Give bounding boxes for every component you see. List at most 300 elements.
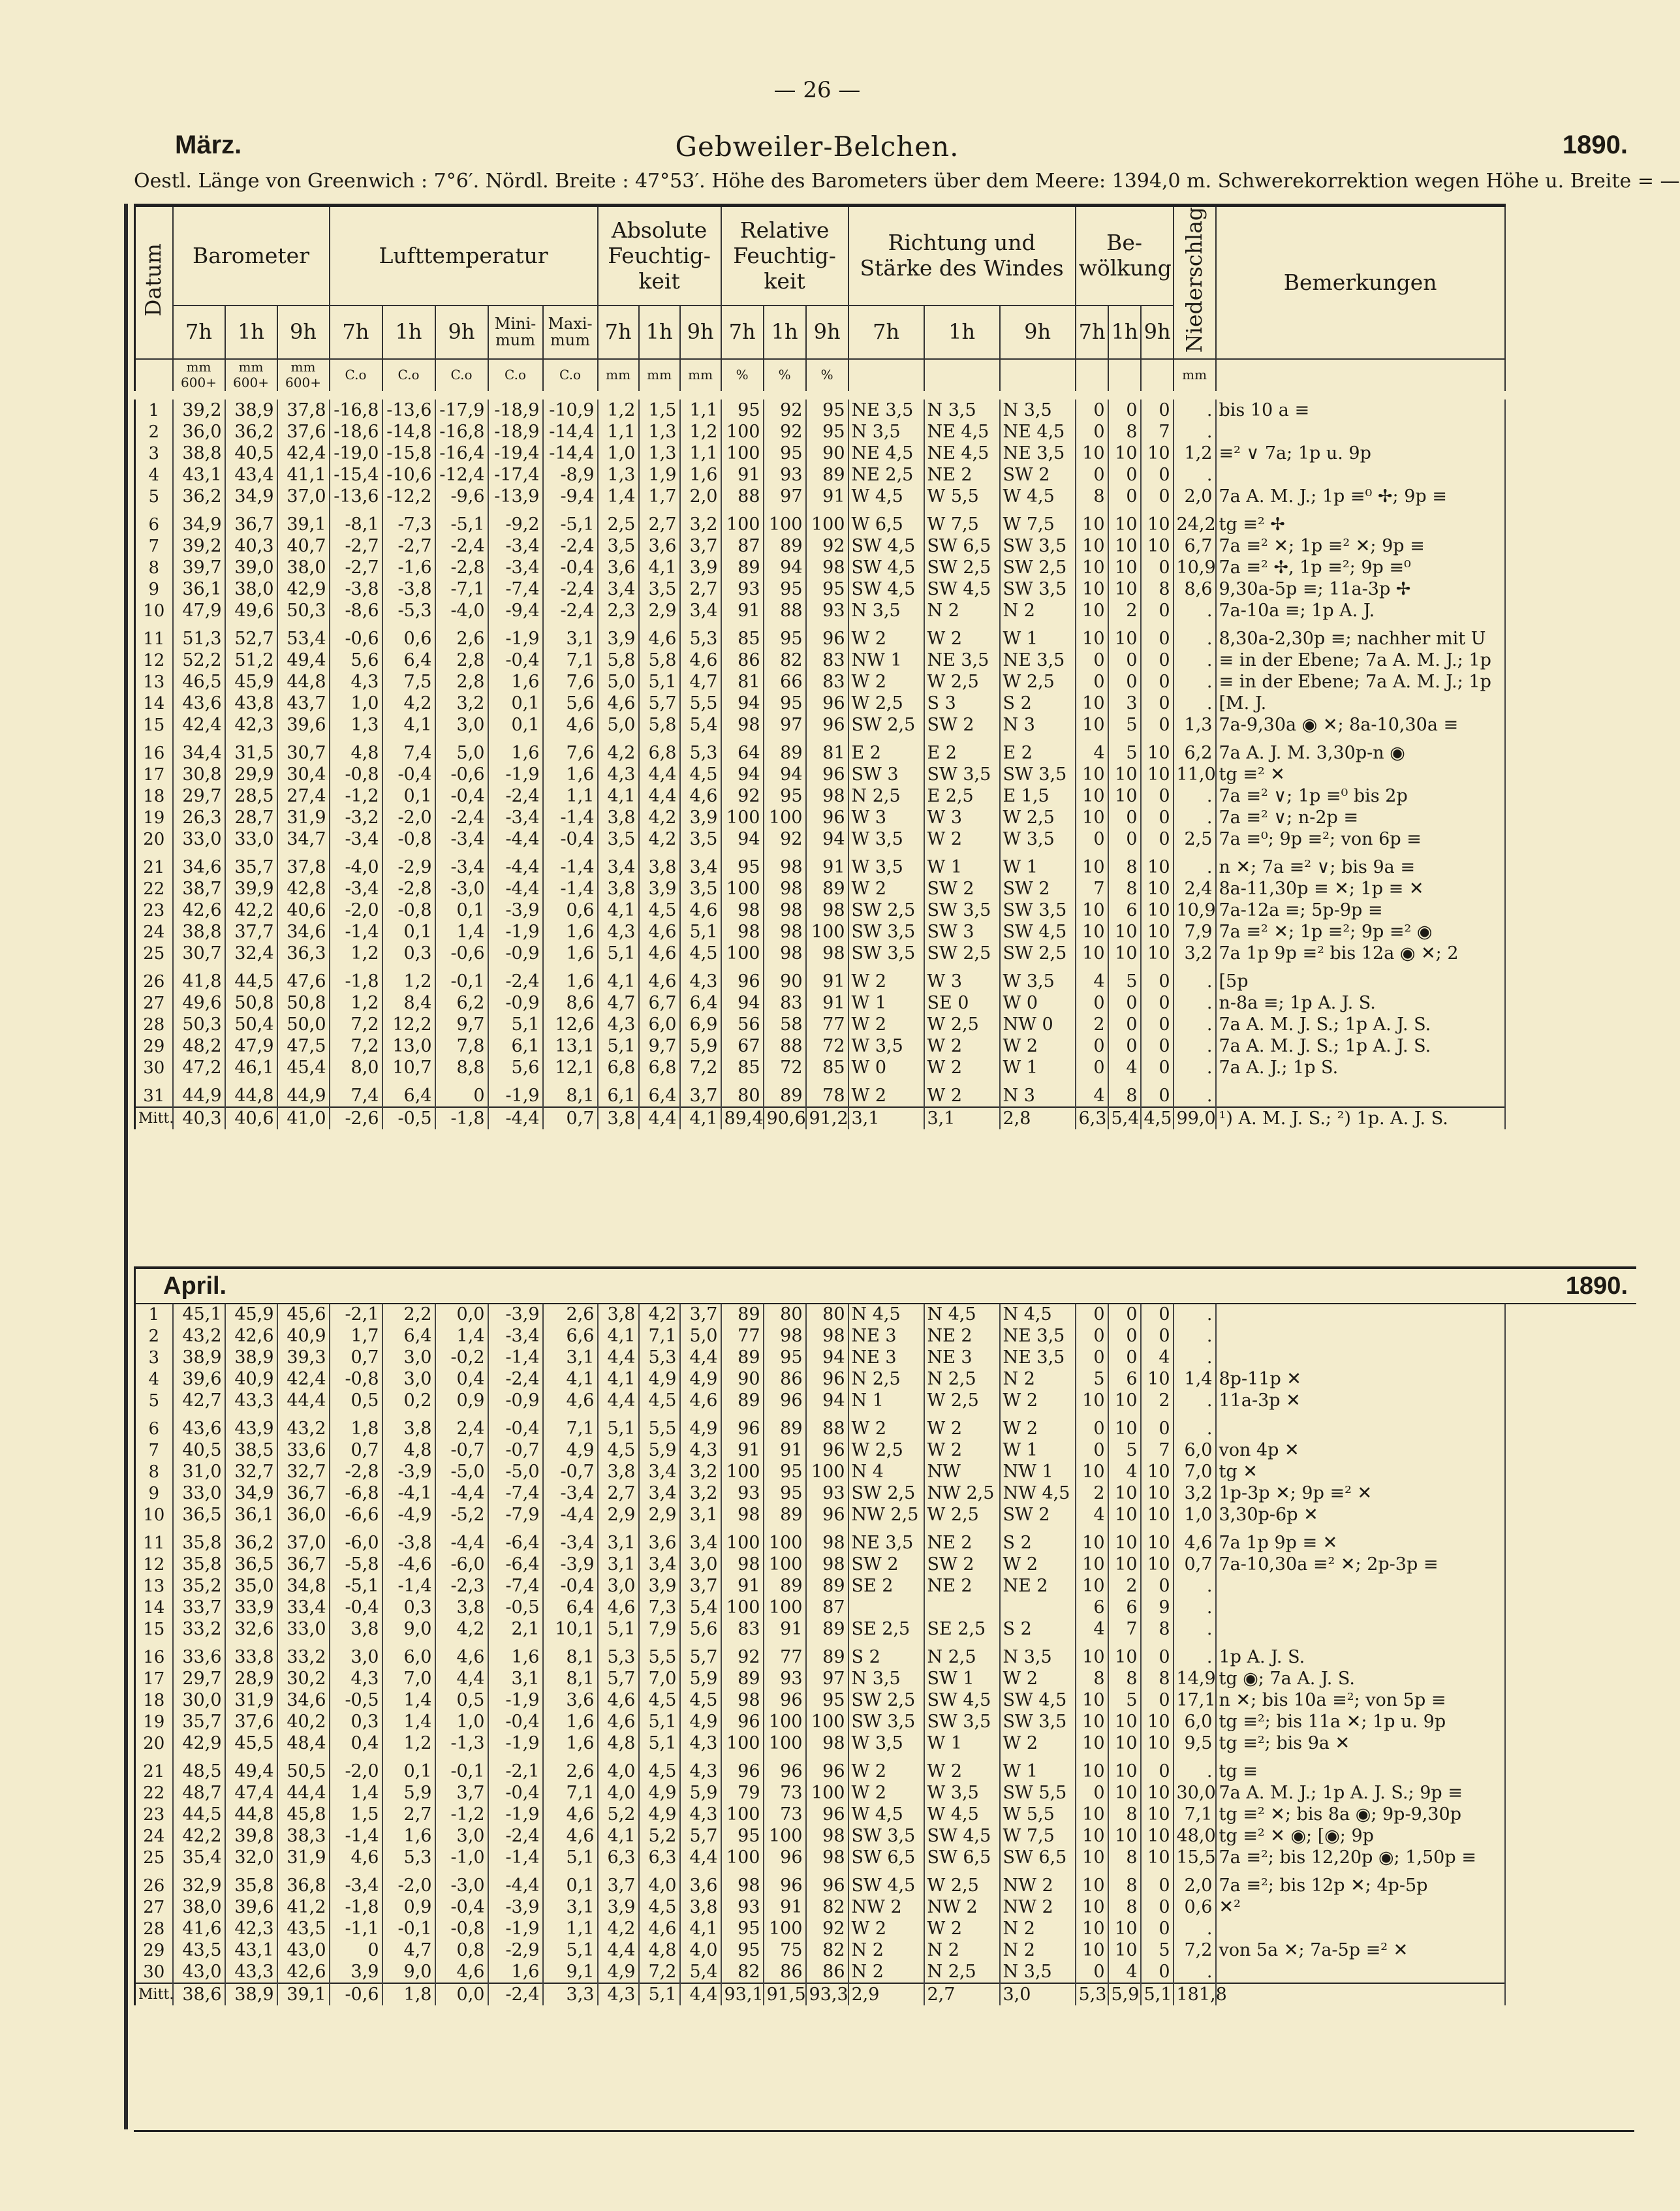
table-row <box>135 621 1505 650</box>
cell-wind-7h: W 6,5 <box>848 507 924 535</box>
cell-rel-1h: 93 <box>764 464 806 486</box>
cell-cloud-7h: 10 <box>1076 714 1108 736</box>
cell-temp-7h: -5,8 <box>330 1554 382 1575</box>
cell-rel-1h: 96 <box>764 1689 806 1711</box>
cell-wind-1h: SW 4,5 <box>924 1825 1000 1847</box>
cell-cloud-7h: 6,3 <box>1076 1107 1108 1129</box>
table-row <box>135 1868 1505 1896</box>
cell-baro-7h: 36,5 <box>173 1504 225 1526</box>
cell-wind-1h: SW 2,5 <box>924 557 1000 578</box>
cell-temp-7h: -1,4 <box>330 921 382 943</box>
cell-baro-7h: 51,3 <box>173 621 225 650</box>
cell-cloud-7h: 10 <box>1076 507 1108 535</box>
cell-temp-1h: 5,9 <box>382 1782 435 1804</box>
cell-bemerkungen: 7a ≡² ✕; 1p ≡² ✕; 9p ≡ <box>1216 535 1505 557</box>
table-row <box>135 1057 1505 1078</box>
cell-cloud-9h: 0 <box>1141 1918 1174 1939</box>
cell-wind-9h: W 1 <box>1000 1057 1076 1078</box>
cell-abs-1h: 4,8 <box>639 1939 680 1961</box>
cell-temp-7h: -0,6 <box>330 1983 382 2005</box>
cell-baro-1h: 35,8 <box>225 1868 277 1896</box>
cell-cloud-9h: 10 <box>1141 878 1174 900</box>
table-row <box>135 878 1505 900</box>
table-row <box>135 785 1505 807</box>
table-row <box>135 400 1505 421</box>
cell-temp-7h: 0,4 <box>330 1733 382 1754</box>
cell-datum: 10 <box>135 600 173 621</box>
cell-temp-max: 3,1 <box>543 1347 598 1368</box>
cell-cloud-7h: 10 <box>1076 578 1108 600</box>
cell-temp-9h: 3,8 <box>435 1597 488 1618</box>
cell-rel-9h: 98 <box>806 1554 848 1575</box>
cell-wind-9h: W 2,5 <box>1000 671 1076 693</box>
cell-temp-9h: 2,6 <box>435 621 488 650</box>
cell-rel-1h: 97 <box>764 714 806 736</box>
cell-cloud-7h: 10 <box>1076 764 1108 785</box>
cell-rel-7h: 94 <box>721 693 764 714</box>
cell-rel-1h: 95 <box>764 693 806 714</box>
cell-baro-1h: 33,8 <box>225 1640 277 1668</box>
cell-wind-7h: W 3 <box>848 807 924 828</box>
cell-bemerkungen: von 5a ✕; 7a-5p ≡² ✕ <box>1216 1939 1505 1961</box>
cell-wind-9h: NE 3,5 <box>1000 1347 1076 1368</box>
cell-rel-7h: 100 <box>721 507 764 535</box>
cell-bemerkungen: 7a A. M. J. S.; 1p A. J. S. <box>1216 1035 1505 1057</box>
cell-temp-max: 6,4 <box>543 1597 598 1618</box>
cell-cloud-9h: 0 <box>1141 992 1174 1014</box>
cell-abs-7h: 1,1 <box>598 421 639 443</box>
cell-cloud-1h: 8 <box>1108 1847 1141 1868</box>
cell-cloud-7h: 10 <box>1076 1868 1108 1896</box>
cell-rel-9h: 100 <box>806 1711 848 1733</box>
cell-temp-9h: -1,8 <box>435 1107 488 1129</box>
cell-abs-1h: 4,2 <box>639 828 680 850</box>
cell-abs-9h: 5,5 <box>680 693 721 714</box>
cell-niederschlag: 7,1 <box>1174 1804 1216 1825</box>
cell-wind-7h: N 3,5 <box>848 421 924 443</box>
table-row <box>135 1461 1505 1482</box>
cell-abs-7h: 4,1 <box>598 1825 639 1847</box>
cell-wind-1h: SW 4,5 <box>924 578 1000 600</box>
cell-bemerkungen: 7a 1p 9p ≡ ✕ <box>1216 1526 1505 1554</box>
cell-datum: 19 <box>135 1711 173 1733</box>
cell-temp-max: 4,1 <box>543 1368 598 1390</box>
cell-niederschlag: . <box>1174 464 1216 486</box>
cell-temp-7h: 4,3 <box>330 1668 382 1689</box>
cell-niederschlag: 99,0 <box>1174 1107 1216 1129</box>
cell-wind-9h: SW 3,5 <box>1000 1711 1076 1733</box>
cell-abs-1h: 5,5 <box>639 1411 680 1439</box>
cell-cloud-9h: 0 <box>1141 1057 1174 1078</box>
cell-wind-7h: S 2 <box>848 1640 924 1668</box>
cell-baro-1h: 36,2 <box>225 421 277 443</box>
cell-wind-7h: N 2 <box>848 1939 924 1961</box>
cell-baro-1h: 28,9 <box>225 1668 277 1689</box>
cell-niederschlag: . <box>1174 1390 1216 1411</box>
cell-rel-9h: 91 <box>806 486 848 507</box>
cell-cloud-7h: 8 <box>1076 486 1108 507</box>
cell-temp-7h: -3,4 <box>330 878 382 900</box>
cell-temp-1h: 0,3 <box>382 943 435 964</box>
cell-temp-max: 1,6 <box>543 921 598 943</box>
cell-niederschlag: 10,9 <box>1174 900 1216 921</box>
cell-baro-1h: 28,7 <box>225 807 277 828</box>
cell-datum: 15 <box>135 1618 173 1640</box>
cell-wind-7h: NW 1 <box>848 650 924 671</box>
cell-niederschlag: 3,2 <box>1174 1482 1216 1504</box>
cell-temp-7h: 7,2 <box>330 1035 382 1057</box>
cell-rel-9h: 91,2 <box>806 1107 848 1129</box>
cell-temp-min: -2,4 <box>488 1983 543 2005</box>
cell-wind-7h: W 4,5 <box>848 1804 924 1825</box>
cell-rel-1h: 95 <box>764 443 806 464</box>
cell-wind-9h: SW 2 <box>1000 878 1076 900</box>
cell-cloud-7h: 0 <box>1076 671 1108 693</box>
cell-cloud-1h: 0 <box>1108 671 1141 693</box>
cell-wind-1h: W 2 <box>924 1918 1000 1939</box>
cell-niederschlag: 11,0 <box>1174 764 1216 785</box>
cell-bemerkungen: n-8a ≡; 1p A. J. S. <box>1216 992 1505 1014</box>
cell-abs-1h: 1,9 <box>639 464 680 486</box>
cell-temp-min: -0,9 <box>488 1390 543 1411</box>
cell-baro-1h: 45,9 <box>225 671 277 693</box>
cell-temp-9h: 0,4 <box>435 1368 488 1390</box>
header-abs-1h: 1h <box>639 306 680 359</box>
unit-baro-1h: mm 600+ <box>225 359 277 390</box>
cell-rel-9h: 100 <box>806 507 848 535</box>
unit-abs-1h: mm <box>639 359 680 390</box>
cell-rel-7h: 100 <box>721 1461 764 1482</box>
cell-niederschlag: . <box>1174 1035 1216 1057</box>
cell-wind-7h: N 2,5 <box>848 1368 924 1390</box>
cell-cloud-7h: 10 <box>1076 1733 1108 1754</box>
cell-temp-1h: 6,4 <box>382 1325 435 1347</box>
cell-datum: 11 <box>135 621 173 650</box>
cell-temp-min: -3,4 <box>488 557 543 578</box>
cell-cloud-1h: 4 <box>1108 1461 1141 1482</box>
cell-bemerkungen: tg ≡² ✕ ◉; [◉; 9p <box>1216 1825 1505 1847</box>
cell-baro-7h: 38,8 <box>173 921 225 943</box>
cell-datum: 21 <box>135 850 173 878</box>
cell-bemerkungen: 7a A. M. J.; 1p ≡⁰ ✢; 9p ≡ <box>1216 486 1505 507</box>
cell-wind-1h: N 2,5 <box>924 1640 1000 1668</box>
cell-rel-7h: 91 <box>721 1439 764 1461</box>
cell-rel-1h: 100 <box>764 1554 806 1575</box>
table-row <box>135 1711 1505 1733</box>
cell-cloud-9h: 10 <box>1141 1526 1174 1554</box>
table-row <box>135 1733 1505 1754</box>
cell-cloud-1h: 2 <box>1108 1575 1141 1597</box>
cell-baro-7h: 42,4 <box>173 714 225 736</box>
cell-baro-7h: 38,0 <box>173 1896 225 1918</box>
cell-datum: 19 <box>135 807 173 828</box>
cell-temp-min: 0,1 <box>488 714 543 736</box>
cell-cloud-1h: 8 <box>1108 1868 1141 1896</box>
cell-baro-9h: 36,8 <box>277 1868 330 1896</box>
cell-baro-7h: 39,2 <box>173 535 225 557</box>
cell-temp-min: -1,9 <box>488 621 543 650</box>
cell-abs-1h: 3,8 <box>639 850 680 878</box>
cell-temp-7h: -2,8 <box>330 1461 382 1482</box>
cell-baro-9h: 41,0 <box>277 1107 330 1129</box>
cell-baro-7h: 35,7 <box>173 1711 225 1733</box>
cell-cloud-7h: 0 <box>1076 650 1108 671</box>
cell-baro-1h: 43,8 <box>225 693 277 714</box>
cell-baro-9h: 33,4 <box>277 1597 330 1618</box>
cell-temp-max: 0,6 <box>543 900 598 921</box>
cell-temp-max: 7,1 <box>543 1782 598 1804</box>
cell-bemerkungen: 7a ≡²; bis 12p ✕; 4p-5p <box>1216 1868 1505 1896</box>
cell-wind-9h: W 2 <box>1000 1390 1076 1411</box>
cell-cloud-7h: 7 <box>1076 878 1108 900</box>
cell-rel-7h: 94 <box>721 828 764 850</box>
cell-wind-1h: W 2,5 <box>924 1868 1000 1896</box>
cell-abs-1h: 5,9 <box>639 1439 680 1461</box>
cell-bemerkungen <box>1216 464 1505 486</box>
cell-temp-max: 4,6 <box>543 1804 598 1825</box>
cell-temp-7h: -3,4 <box>330 828 382 850</box>
cell-baro-9h: 39,1 <box>277 507 330 535</box>
cell-rel-7h: 88 <box>721 486 764 507</box>
cell-temp-9h: -9,6 <box>435 486 488 507</box>
cell-temp-9h: 2,4 <box>435 1411 488 1439</box>
cell-bemerkungen <box>1216 1304 1505 1325</box>
cell-niederschlag: 1,0 <box>1174 1504 1216 1526</box>
cell-temp-max: 8,1 <box>543 1078 598 1107</box>
cell-temp-max: -8,9 <box>543 464 598 486</box>
cell-temp-7h: -6,6 <box>330 1504 382 1526</box>
cell-wind-1h: N 2 <box>924 1939 1000 1961</box>
cell-wind-1h: N 2,5 <box>924 1368 1000 1390</box>
cell-baro-1h: 43,9 <box>225 1411 277 1439</box>
cell-baro-7h: 43,6 <box>173 1411 225 1439</box>
cell-niederschlag: 2,4 <box>1174 878 1216 900</box>
cell-rel-1h: 100 <box>764 1733 806 1754</box>
cell-wind-1h: W 3,5 <box>924 1782 1000 1804</box>
cell-bemerkungen: bis 10 a ≡ <box>1216 400 1505 421</box>
cell-datum: 5 <box>135 1390 173 1411</box>
cell-baro-7h: 38,7 <box>173 878 225 900</box>
cell-abs-9h: 5,4 <box>680 714 721 736</box>
cell-rel-1h: 82 <box>764 650 806 671</box>
cell-cloud-9h: 10 <box>1141 764 1174 785</box>
cell-baro-9h: 30,2 <box>277 1668 330 1689</box>
cell-wind-9h: NW 4,5 <box>1000 1482 1076 1504</box>
cell-abs-9h: 6,4 <box>680 992 721 1014</box>
cell-temp-7h: -3,4 <box>330 1868 382 1896</box>
cell-temp-min: -18,9 <box>488 400 543 421</box>
cell-datum: 22 <box>135 1782 173 1804</box>
cell-temp-min: 5,6 <box>488 1057 543 1078</box>
cell-cloud-9h: 10 <box>1141 1711 1174 1733</box>
cell-niederschlag: 7,9 <box>1174 921 1216 943</box>
cell-wind-7h: NE 3,5 <box>848 400 924 421</box>
cell-bemerkungen <box>1216 421 1505 443</box>
cell-temp-max: -4,4 <box>543 1504 598 1526</box>
cell-datum: 20 <box>135 1733 173 1754</box>
cell-temp-1h: 6,4 <box>382 1078 435 1107</box>
table-row <box>135 1918 1505 1939</box>
cell-baro-1h: 34,9 <box>225 486 277 507</box>
cell-niederschlag: . <box>1174 621 1216 650</box>
cell-niederschlag: . <box>1174 1014 1216 1035</box>
cell-cloud-1h: 5 <box>1108 1439 1141 1461</box>
unit-rel-7h: % <box>721 359 764 390</box>
cell-rel-7h: 67 <box>721 1035 764 1057</box>
cell-bemerkungen <box>1216 1983 1505 2005</box>
cell-wind-7h: N 2,5 <box>848 785 924 807</box>
cell-abs-7h: 5,7 <box>598 1668 639 1689</box>
cell-wind-7h: SW 3,5 <box>848 921 924 943</box>
cell-cloud-9h: 8 <box>1141 1668 1174 1689</box>
cell-baro-7h: 29,7 <box>173 1668 225 1689</box>
cell-wind-7h: E 2 <box>848 736 924 764</box>
cell-datum: 30 <box>135 1961 173 1983</box>
table-row <box>135 1526 1505 1554</box>
cell-wind-7h: NE 4,5 <box>848 443 924 464</box>
cell-rel-9h: 95 <box>806 1689 848 1711</box>
table-row <box>135 600 1505 621</box>
cell-datum: 4 <box>135 464 173 486</box>
cell-temp-max: 7,1 <box>543 1411 598 1439</box>
cell-baro-9h: 30,7 <box>277 736 330 764</box>
cell-niederschlag: 0,6 <box>1174 1896 1216 1918</box>
cell-rel-9h: 90 <box>806 443 848 464</box>
cell-baro-1h: 42,6 <box>225 1325 277 1347</box>
cell-wind-9h: E 2 <box>1000 736 1076 764</box>
cell-abs-1h: 1,3 <box>639 443 680 464</box>
cell-cloud-1h: 10 <box>1108 1754 1141 1782</box>
cell-abs-9h: 5,9 <box>680 1035 721 1057</box>
cell-datum: 9 <box>135 578 173 600</box>
cell-rel-7h: 85 <box>721 1057 764 1078</box>
cell-baro-1h: 40,9 <box>225 1368 277 1390</box>
cell-rel-1h: 96 <box>764 1868 806 1896</box>
cell-abs-7h: 2,3 <box>598 600 639 621</box>
cell-abs-7h: 4,1 <box>598 785 639 807</box>
cell-temp-7h: 0 <box>330 1939 382 1961</box>
cell-abs-1h: 3,4 <box>639 1554 680 1575</box>
cell-abs-7h: 4,3 <box>598 1983 639 2005</box>
cell-wind-1h: W 2,5 <box>924 1390 1000 1411</box>
cell-temp-7h: 1,2 <box>330 943 382 964</box>
cell-rel-1h: 92 <box>764 400 806 421</box>
cell-cloud-9h: 10 <box>1141 900 1174 921</box>
cell-cloud-7h: 0 <box>1076 992 1108 1014</box>
cell-wind-1h: N 2 <box>924 600 1000 621</box>
cell-niederschlag: 3,2 <box>1174 943 1216 964</box>
cell-temp-1h: -1,6 <box>382 557 435 578</box>
cell-wind-1h: SW 3,5 <box>924 1711 1000 1733</box>
cell-temp-min: -9,4 <box>488 600 543 621</box>
cell-rel-9h: 95 <box>806 400 848 421</box>
cell-baro-7h: 36,0 <box>173 421 225 443</box>
cell-rel-9h: 93 <box>806 1482 848 1504</box>
cell-cloud-7h: 2 <box>1076 1482 1108 1504</box>
cell-temp-9h: -7,1 <box>435 578 488 600</box>
cell-wind-7h: SW 3 <box>848 764 924 785</box>
cell-wind-9h: N 2 <box>1000 1368 1076 1390</box>
cell-baro-1h: 43,3 <box>225 1961 277 1983</box>
cell-baro-9h: 44,4 <box>277 1390 330 1411</box>
cell-temp-max: 4,6 <box>543 714 598 736</box>
unit-wind-1h <box>924 359 1000 390</box>
cell-cloud-1h: 0 <box>1108 828 1141 850</box>
cell-cloud-7h: 10 <box>1076 943 1108 964</box>
cell-temp-min: -19,4 <box>488 443 543 464</box>
cell-wind-9h: NE 3,5 <box>1000 650 1076 671</box>
cell-wind-9h: N 3,5 <box>1000 1640 1076 1668</box>
cell-abs-1h: 3,4 <box>639 1482 680 1504</box>
cell-datum: 11 <box>135 1526 173 1554</box>
cell-rel-9h: 96 <box>806 1868 848 1896</box>
cell-rel-1h: 89 <box>764 1504 806 1526</box>
cell-abs-9h: 3,2 <box>680 1482 721 1504</box>
cell-baro-1h: 34,9 <box>225 1482 277 1504</box>
cell-wind-9h: NW 2 <box>1000 1896 1076 1918</box>
cell-baro-9h: 37,6 <box>277 421 330 443</box>
cell-temp-max: 0,7 <box>543 1107 598 1129</box>
cell-datum: 16 <box>135 1640 173 1668</box>
cell-temp-min: -1,9 <box>488 764 543 785</box>
table-row <box>135 693 1505 714</box>
cell-temp-max: -14,4 <box>543 443 598 464</box>
cell-temp-min: -1,9 <box>488 1078 543 1107</box>
cell-temp-9h: 3,0 <box>435 714 488 736</box>
cell-cloud-7h: 0 <box>1076 1439 1108 1461</box>
cell-wind-1h: NE 2 <box>924 464 1000 486</box>
cell-temp-1h: -5,3 <box>382 600 435 621</box>
cell-rel-7h: 100 <box>721 878 764 900</box>
cell-datum: 27 <box>135 1896 173 1918</box>
cell-abs-1h: 2,9 <box>639 1504 680 1526</box>
cell-cloud-7h: 0 <box>1076 828 1108 850</box>
cell-wind-7h: SW 4,5 <box>848 535 924 557</box>
cell-rel-7h: 95 <box>721 1825 764 1847</box>
cell-temp-min: 3,1 <box>488 1668 543 1689</box>
cell-niederschlag: 6,2 <box>1174 736 1216 764</box>
cell-temp-1h: 6,0 <box>382 1640 435 1668</box>
cell-temp-1h: 8,4 <box>382 992 435 1014</box>
cell-rel-1h: 75 <box>764 1939 806 1961</box>
cell-datum: 17 <box>135 1668 173 1689</box>
cell-wind-1h: W 7,5 <box>924 507 1000 535</box>
cell-baro-9h: 42,6 <box>277 1961 330 1983</box>
cell-niederschlag: 48,0 <box>1174 1825 1216 1847</box>
cell-temp-1h: 3,0 <box>382 1368 435 1390</box>
cell-baro-9h: 38,0 <box>277 557 330 578</box>
cell-abs-1h: 5,3 <box>639 1347 680 1368</box>
cell-cloud-7h: 5,3 <box>1076 1983 1108 2005</box>
cell-wind-9h: SW 3,5 <box>1000 535 1076 557</box>
cell-rel-9h: 100 <box>806 921 848 943</box>
cell-wind-9h: NW 2 <box>1000 1868 1076 1896</box>
cell-abs-7h: 1,4 <box>598 486 639 507</box>
cell-abs-1h: 4,9 <box>639 1368 680 1390</box>
cell-rel-1h: 95 <box>764 1482 806 1504</box>
cell-niederschlag: 2,0 <box>1174 1868 1216 1896</box>
cell-temp-1h: -2,8 <box>382 878 435 900</box>
cell-baro-9h: 43,7 <box>277 693 330 714</box>
cell-wind-9h: N 2 <box>1000 600 1076 621</box>
cell-bemerkungen: 7a A. J. M. 3,30p-n ◉ <box>1216 736 1505 764</box>
cell-rel-1h: 96 <box>764 1754 806 1782</box>
cell-baro-7h: 43,6 <box>173 693 225 714</box>
cell-bemerkungen: [5p <box>1216 964 1505 992</box>
cell-niederschlag: . <box>1174 421 1216 443</box>
cell-cloud-9h: 0 <box>1141 1411 1174 1439</box>
cell-abs-1h: 6,8 <box>639 736 680 764</box>
